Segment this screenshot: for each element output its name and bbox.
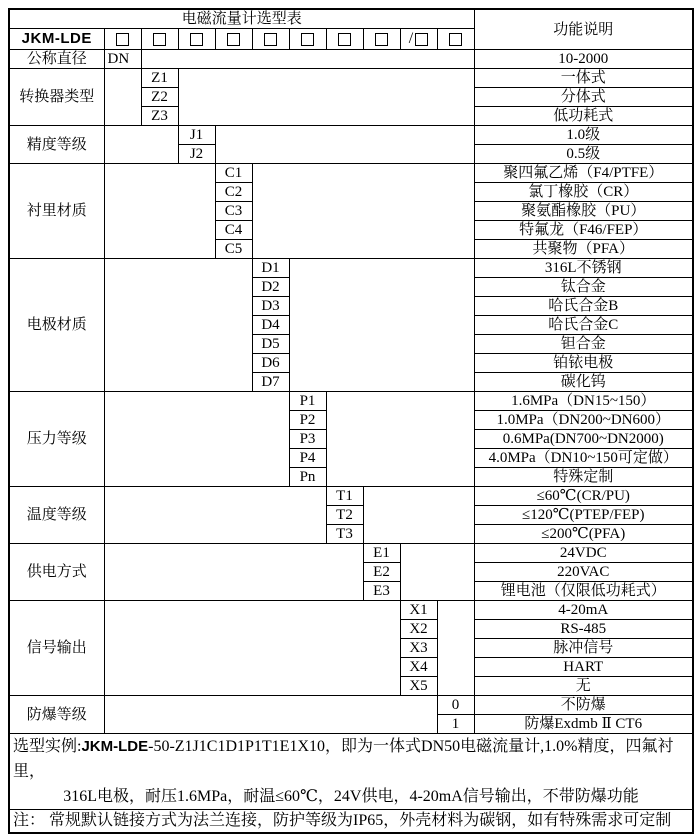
checkbox-cell-1 [104, 29, 141, 50]
desc-0: 不防爆 [474, 696, 693, 715]
code-1: 1 [437, 715, 474, 734]
checkbox-cell-8 [363, 29, 400, 50]
code-Z3: Z3 [141, 107, 178, 126]
checkbox-cell-9 [400, 29, 437, 50]
empty-cell [326, 392, 474, 487]
empty-cell [363, 487, 474, 544]
category-signal-output: 信号输出 [9, 601, 104, 696]
empty-cell [104, 487, 326, 544]
code-Pn: Pn [289, 468, 326, 487]
footer-note: 注： 常规默认链接方式为法兰连接，防护等级为IP65，外壳材料为碳钢，如有特殊需求可定制 [9, 810, 693, 833]
empty-cell [104, 392, 289, 487]
code-P4: P4 [289, 449, 326, 468]
example-rest: -50-Z1J1C1D1P1T1E1X10，即为一体式DN50电磁流量计,1.0%精度，四氟衬里， [13, 738, 674, 780]
checkbox-icon [375, 33, 388, 46]
category-lining-material: 衬里材质 [9, 164, 104, 259]
checkbox-icon [190, 33, 203, 46]
checkbox-icon [415, 33, 428, 46]
code-T1: T1 [326, 487, 363, 506]
desc-E1: 24VDC [474, 544, 693, 563]
desc-X1: 4-20mA [474, 601, 693, 620]
desc-J2: 0.5级 [474, 145, 693, 164]
category-diameter: 公称直径 [9, 50, 104, 69]
code-D4: D4 [252, 316, 289, 335]
category-accuracy-class: 精度等级 [9, 126, 104, 164]
desc-X5: 无 [474, 677, 693, 696]
code-0: 0 [437, 696, 474, 715]
category-power-supply: 供电方式 [9, 544, 104, 601]
desc-J1: 1.0级 [474, 126, 693, 145]
category-pressure-rating: 压力等级 [9, 392, 104, 487]
code-E2: E2 [363, 563, 400, 582]
checkbox-cell-5 [252, 29, 289, 50]
code-C3: C3 [215, 202, 252, 221]
desc-D4: 哈氏合金C [474, 316, 693, 335]
example-line-2: 316L电极，耐压1.6MPa，耐温≤60℃，24V供电，4-20mA信号输出，不带防爆功能 [63, 788, 639, 805]
desc-D2: 钛合金 [474, 278, 693, 297]
code-J1: J1 [178, 126, 215, 145]
desc-Pn: 特殊定制 [474, 468, 693, 487]
code-P2: P2 [289, 411, 326, 430]
checkbox-icon [301, 33, 314, 46]
empty-cell [289, 259, 474, 392]
empty-cell [178, 69, 474, 126]
desc-X2: RS-485 [474, 620, 693, 639]
desc-P4: 4.0MPa（DN10~150可定做） [474, 449, 693, 468]
desc-X3: 脉冲信号 [474, 639, 693, 658]
desc-Z2: 分体式 [474, 88, 693, 107]
checkbox-cell-3 [178, 29, 215, 50]
checkbox-icon [227, 33, 240, 46]
slash-separator: / [408, 30, 414, 48]
empty-cell [104, 69, 141, 126]
model-prefix: JKM-LDE [9, 29, 104, 50]
desc-E3: 锂电池（仅限低功耗式） [474, 582, 693, 601]
category-converter-type: 转换器类型 [9, 69, 104, 126]
empty-cell [104, 601, 400, 696]
selection-example-note [9, 734, 693, 810]
empty-cell [104, 259, 252, 392]
empty-cell [141, 50, 474, 69]
empty-cell [104, 544, 363, 601]
checkbox-icon [264, 33, 277, 46]
code-X2: X2 [400, 620, 437, 639]
code-D7: D7 [252, 373, 289, 392]
checkbox-icon [153, 33, 166, 46]
empty-cell [104, 164, 215, 259]
code-D5: D5 [252, 335, 289, 354]
checkbox-cell-7 [326, 29, 363, 50]
code-X1: X1 [400, 601, 437, 620]
desc-D1: 316L不锈钢 [474, 259, 693, 278]
code-E3: E3 [363, 582, 400, 601]
code-DN: DN [104, 50, 141, 69]
desc-Z1: 一体式 [474, 69, 693, 88]
desc-C4: 特氟龙（F46/FEP） [474, 221, 693, 240]
selection-table [8, 8, 694, 834]
checkbox-icon [449, 33, 462, 46]
desc-C1: 聚四氟乙烯（F4/PTFE） [474, 164, 693, 183]
desc-D6: 铂铱电极 [474, 354, 693, 373]
code-P1: P1 [289, 392, 326, 411]
empty-cell [104, 696, 437, 734]
code-D2: D2 [252, 278, 289, 297]
code-C5: C5 [215, 240, 252, 259]
code-T3: T3 [326, 525, 363, 544]
checkbox-icon [116, 33, 129, 46]
code-P3: P3 [289, 430, 326, 449]
desc-T2: ≤120℃(PTEP/FEP) [474, 506, 693, 525]
code-D6: D6 [252, 354, 289, 373]
desc-E2: 220VAC [474, 563, 693, 582]
desc-T1: ≤60℃(CR/PU) [474, 487, 693, 506]
desc-P1: 1.6MPa（DN15~150） [474, 392, 693, 411]
code-D1: D1 [252, 259, 289, 278]
empty-cell [215, 126, 474, 164]
desc-P2: 1.0MPa（DN200~DN600） [474, 411, 693, 430]
checkbox-cell-10 [437, 29, 474, 50]
code-D3: D3 [252, 297, 289, 316]
example-line-1 [10, 734, 692, 784]
desc-C3: 聚氨酯橡胶（PU） [474, 202, 693, 221]
empty-cell [400, 544, 474, 601]
desc-C5: 共聚物（PFA） [474, 240, 693, 259]
checkbox-icon [338, 33, 351, 46]
desc-T3: ≤200℃(PFA) [474, 525, 693, 544]
desc-DN: 10-2000 [474, 50, 693, 69]
desc-D7: 碳化钨 [474, 373, 693, 392]
desc-D3: 哈氏合金B [474, 297, 693, 316]
code-Z2: Z2 [141, 88, 178, 107]
desc-P3: 0.6MPa(DN700~DN2000) [474, 430, 693, 449]
example-prefix: 选型实例: [13, 738, 82, 755]
category-explosion-proof: 防爆等级 [9, 696, 104, 734]
table-title: 电磁流量计选型表 [9, 9, 474, 29]
desc-X4: HART [474, 658, 693, 677]
code-X4: X4 [400, 658, 437, 677]
code-X5: X5 [400, 677, 437, 696]
checkbox-cell-2 [141, 29, 178, 50]
code-C2: C2 [215, 183, 252, 202]
checkbox-cell-6 [289, 29, 326, 50]
category-temperature-rating: 温度等级 [9, 487, 104, 544]
code-J2: J2 [178, 145, 215, 164]
code-C1: C1 [215, 164, 252, 183]
desc-Z3: 低功耗式 [474, 107, 693, 126]
checkbox-cell-4 [215, 29, 252, 50]
empty-cell [252, 164, 474, 259]
example-model: JKM-LDE [81, 738, 149, 755]
desc-1: 防爆Exdmb Ⅱ CT6 [474, 715, 693, 734]
code-Z1: Z1 [141, 69, 178, 88]
code-E1: E1 [363, 544, 400, 563]
code-X3: X3 [400, 639, 437, 658]
code-C4: C4 [215, 221, 252, 240]
function-description-header: 功能说明 [474, 9, 693, 50]
desc-D5: 钽合金 [474, 335, 693, 354]
desc-C2: 氯丁橡胶（CR） [474, 183, 693, 202]
empty-cell [104, 126, 178, 164]
empty-cell [437, 601, 474, 696]
category-electrode-material: 电极材质 [9, 259, 104, 392]
code-T2: T2 [326, 506, 363, 525]
